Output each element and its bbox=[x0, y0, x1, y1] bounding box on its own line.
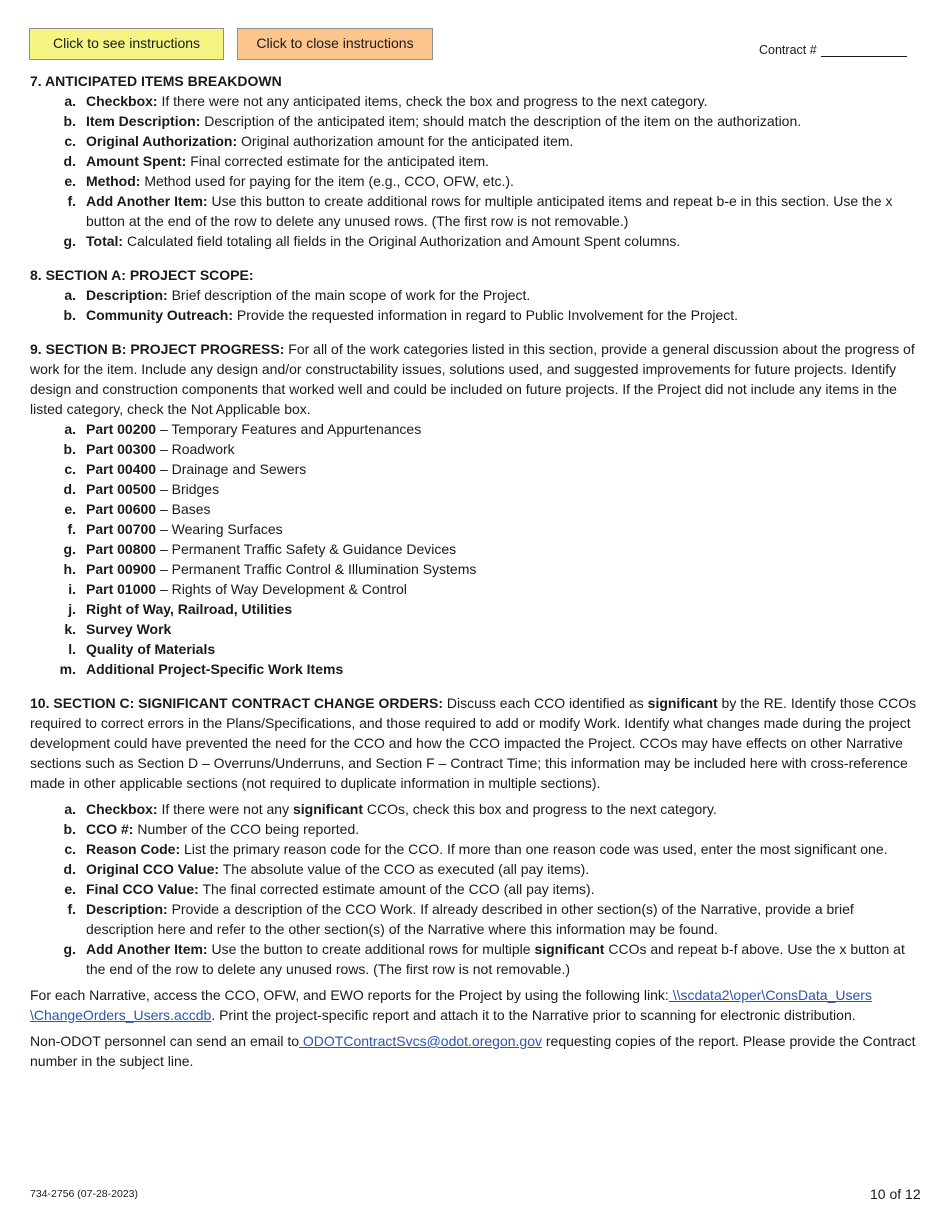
item-text: Number of the CCO being reported. bbox=[133, 821, 360, 837]
list-marker: d. bbox=[63, 153, 76, 169]
list-item bbox=[30, 479, 922, 499]
item-term: Item Description: bbox=[86, 113, 201, 129]
item-text: CCOs, check this box and progress to the next category. bbox=[363, 801, 717, 817]
list-marker: m. bbox=[59, 661, 76, 677]
list-item bbox=[30, 151, 922, 171]
reports-paragraph bbox=[30, 985, 922, 1025]
item-text: Original authorization amount for the anticipated item. bbox=[237, 133, 574, 149]
list-item bbox=[30, 879, 922, 899]
list-marker: l. bbox=[68, 641, 76, 657]
section-10-intro-text-1: Discuss each CCO identified as bbox=[443, 695, 648, 711]
list-marker: b. bbox=[63, 113, 76, 129]
item-text: – Drainage and Sewers bbox=[156, 461, 307, 477]
section-8-list bbox=[30, 285, 922, 325]
section-10-list bbox=[30, 799, 922, 979]
email-text-1: Non-ODOT personnel can send an email to bbox=[30, 1033, 299, 1049]
item-term: Add Another Item: bbox=[86, 941, 208, 957]
list-marker: b. bbox=[63, 441, 76, 457]
section-9-intro-text: For all of the work categories listed in this section, provide a general discussion about the progress of work for the item. Include any design and/or constructability issues, solutions used, and suggested improvements for future projects. Identify design and construction components that worked well and could be included on future projects. If the Project did not include any items in the listed category, check the Not Applicable box. bbox=[30, 341, 915, 417]
reports-database-link[interactable]: \\scdata2\oper\ConsData_Users \ChangeOrders_Users.accdb bbox=[30, 987, 872, 1023]
item-term: CCO #: bbox=[86, 821, 134, 837]
item-term: Original Authorization: bbox=[86, 133, 238, 149]
list-item bbox=[30, 799, 922, 819]
list-item bbox=[30, 171, 922, 191]
item-text: – Roadwork bbox=[156, 441, 235, 457]
list-marker: f. bbox=[67, 193, 76, 209]
list-marker: e. bbox=[64, 501, 76, 517]
see-instructions-button[interactable]: Click to see instructions bbox=[29, 28, 224, 60]
list-item bbox=[30, 819, 922, 839]
item-text: – Temporary Features and Appurtenances bbox=[156, 421, 422, 437]
list-marker: j. bbox=[68, 601, 76, 617]
section-10-intro-bold: significant bbox=[647, 695, 718, 711]
item-term: Final CCO Value: bbox=[86, 881, 199, 897]
section-10-heading: 10. SECTION C: SIGNIFICANT CONTRACT CHANGE ORDERS: bbox=[30, 695, 444, 711]
list-item bbox=[30, 499, 922, 519]
list-item bbox=[30, 419, 922, 439]
list-marker: e. bbox=[64, 173, 76, 189]
list-marker: c. bbox=[64, 461, 76, 477]
section-8-heading: 8. SECTION A: PROJECT SCOPE: bbox=[30, 267, 254, 283]
list-item bbox=[30, 539, 922, 559]
section-9-list bbox=[30, 419, 922, 679]
list-item bbox=[30, 899, 922, 939]
list-marker: g. bbox=[63, 541, 76, 557]
item-text: Description of the anticipated item; should match the description of the item on the authorization. bbox=[200, 113, 802, 129]
item-term: Part 00200 bbox=[86, 421, 157, 437]
reports-text-2: . Print the project-specific report and attach it to the Narrative prior to scanning for electronic distribution. bbox=[211, 1007, 856, 1023]
list-item bbox=[30, 839, 922, 859]
item-term: Reason Code: bbox=[86, 841, 181, 857]
list-item bbox=[30, 659, 922, 679]
instructions-content bbox=[30, 71, 922, 1071]
list-item bbox=[30, 519, 922, 539]
item-term: Description: bbox=[86, 901, 168, 917]
list-item bbox=[30, 439, 922, 459]
item-bold: significant bbox=[292, 801, 363, 817]
reports-text-1: For each Narrative, access the CCO, OFW, and EWO reports for the Project by using the following link: bbox=[30, 987, 669, 1003]
item-term: Part 00500 bbox=[86, 481, 157, 497]
item-text: Provide the requested information in regard to Public Involvement for the Project. bbox=[233, 307, 739, 323]
list-marker: h. bbox=[63, 561, 76, 577]
list-marker: b. bbox=[63, 307, 76, 323]
list-marker: i. bbox=[68, 581, 76, 597]
contract-services-email-link[interactable]: ODOTContractSvcs@odot.oregon.gov bbox=[299, 1033, 542, 1049]
item-text: Use this button to create additional rows for multiple anticipated items and repeat b-e in this section. Use the x button at the end of the row to delete any unused rows. (The first row is not removable.) bbox=[86, 193, 893, 229]
item-term: Add Another Item: bbox=[86, 193, 208, 209]
item-text: Method used for paying for the item (e.g., CCO, OFW, etc.). bbox=[140, 173, 514, 189]
list-item bbox=[30, 91, 922, 111]
item-term: Total: bbox=[86, 233, 124, 249]
list-item bbox=[30, 579, 922, 599]
list-item bbox=[30, 859, 922, 879]
section-9-intro bbox=[30, 339, 922, 419]
list-marker: a. bbox=[64, 287, 76, 303]
item-text: Brief description of the main scope of work for the Project. bbox=[167, 287, 531, 303]
item-term: Quality of Materials bbox=[86, 641, 216, 657]
item-term: Community Outreach: bbox=[86, 307, 234, 323]
list-marker: a. bbox=[64, 421, 76, 437]
item-term: Part 00900 bbox=[86, 561, 157, 577]
section-10-intro bbox=[30, 693, 922, 793]
item-text: The absolute value of the CCO as executed (all pay items). bbox=[219, 861, 590, 877]
list-marker: c. bbox=[64, 841, 76, 857]
list-item bbox=[30, 285, 922, 305]
item-text: If there were not any anticipated items, check the box and progress to the next category. bbox=[157, 93, 708, 109]
list-marker: c. bbox=[64, 133, 76, 149]
item-text: – Wearing Surfaces bbox=[156, 521, 283, 537]
item-term: Part 00700 bbox=[86, 521, 157, 537]
list-item bbox=[30, 305, 922, 325]
list-item bbox=[30, 599, 922, 619]
item-term: Method: bbox=[86, 173, 141, 189]
item-term: Original CCO Value: bbox=[86, 861, 220, 877]
item-text: Final corrected estimate for the anticipated item. bbox=[186, 153, 490, 169]
list-item bbox=[30, 639, 922, 659]
section-7-heading: 7. ANTICIPATED ITEMS BREAKDOWN bbox=[30, 73, 282, 89]
item-text: – Bases bbox=[156, 501, 211, 517]
list-item bbox=[30, 111, 922, 131]
item-term: Part 00400 bbox=[86, 461, 157, 477]
item-term: Part 00300 bbox=[86, 441, 157, 457]
list-marker: d. bbox=[63, 481, 76, 497]
item-text: Use the button to create additional rows for multiple bbox=[207, 941, 535, 957]
item-text: – Permanent Traffic Control & Illumination Systems bbox=[156, 561, 477, 577]
list-marker: f. bbox=[67, 521, 76, 537]
item-text: If there were not any bbox=[157, 801, 293, 817]
item-term: Part 00600 bbox=[86, 501, 157, 517]
list-item bbox=[30, 191, 922, 231]
list-item bbox=[30, 131, 922, 151]
contract-number-input[interactable] bbox=[821, 42, 907, 57]
item-text: – Bridges bbox=[156, 481, 220, 497]
section-10-intro-text-2: by the RE. Identify those CCOs required to correct errors in the Plans/Specifications, and those required to add or modify Work. Identify what changes made during the project development could have prevented the need for the CCO and how the CCO impacted the Project. CCOs may have effects on other Narrative sections such as Section D – Overruns/Underruns, and Section F – Contract Time; this information may be included here with cross-reference made in other applicable sections (not required to duplicate information in multiple sections). bbox=[30, 695, 917, 791]
item-text: List the primary reason code for the CCO. If more than one reason code was used, enter the most significant one. bbox=[180, 841, 888, 857]
list-marker: b. bbox=[63, 821, 76, 837]
list-item bbox=[30, 619, 922, 639]
list-marker: e. bbox=[64, 881, 76, 897]
list-marker: g. bbox=[63, 941, 76, 957]
item-term: Description: bbox=[86, 287, 168, 303]
item-term: Part 01000 bbox=[86, 581, 157, 597]
form-number: 734-2756 (07-28-2023) bbox=[30, 1188, 138, 1200]
list-item bbox=[30, 231, 922, 251]
list-marker: k. bbox=[64, 621, 76, 637]
item-text: CCOs and repeat b-f above. Use the x button at the end of the row to delete any unused rows. (The first row is not removable.) bbox=[86, 941, 905, 977]
list-item bbox=[30, 559, 922, 579]
list-marker: a. bbox=[64, 801, 76, 817]
item-term: Part 00800 bbox=[86, 541, 157, 557]
email-paragraph bbox=[30, 1031, 922, 1071]
item-term: Right of Way, Railroad, Utilities bbox=[86, 601, 293, 617]
item-text: – Permanent Traffic Safety & Guidance Devices bbox=[156, 541, 457, 557]
section-7-list bbox=[30, 91, 922, 251]
close-instructions-button[interactable]: Click to close instructions bbox=[237, 28, 433, 60]
contract-number-field bbox=[759, 42, 907, 57]
item-term: Checkbox: bbox=[86, 801, 158, 817]
contract-label: Contract # bbox=[759, 43, 817, 57]
item-term: Checkbox: bbox=[86, 93, 158, 109]
item-term: Survey Work bbox=[86, 621, 172, 637]
page-number: 10 of 12 bbox=[870, 1186, 921, 1202]
list-marker: d. bbox=[63, 861, 76, 877]
item-text: Provide a description of the CCO Work. If already described in other section(s) of the Narrative, provide a brief description here and refer to the other section(s) of the Narrative where this information may be found. bbox=[86, 901, 854, 937]
item-text: The final corrected estimate amount of the CCO (all pay items). bbox=[198, 881, 595, 897]
item-bold: significant bbox=[534, 941, 605, 957]
list-marker: f. bbox=[67, 901, 76, 917]
item-term: Amount Spent: bbox=[86, 153, 187, 169]
list-item bbox=[30, 459, 922, 479]
list-item bbox=[30, 939, 922, 979]
list-marker: a. bbox=[64, 93, 76, 109]
list-marker: g. bbox=[63, 233, 76, 249]
item-text: Calculated field totaling all fields in the Original Authorization and Amount Spent columns. bbox=[123, 233, 681, 249]
section-9-heading: 9. SECTION B: PROJECT PROGRESS: bbox=[30, 341, 285, 357]
email-text-2: requesting copies of the report. Please provide the Contract number in the subject line. bbox=[30, 1033, 916, 1069]
item-text: – Rights of Way Development & Control bbox=[156, 581, 407, 597]
item-term: Additional Project-Specific Work Items bbox=[86, 661, 344, 677]
